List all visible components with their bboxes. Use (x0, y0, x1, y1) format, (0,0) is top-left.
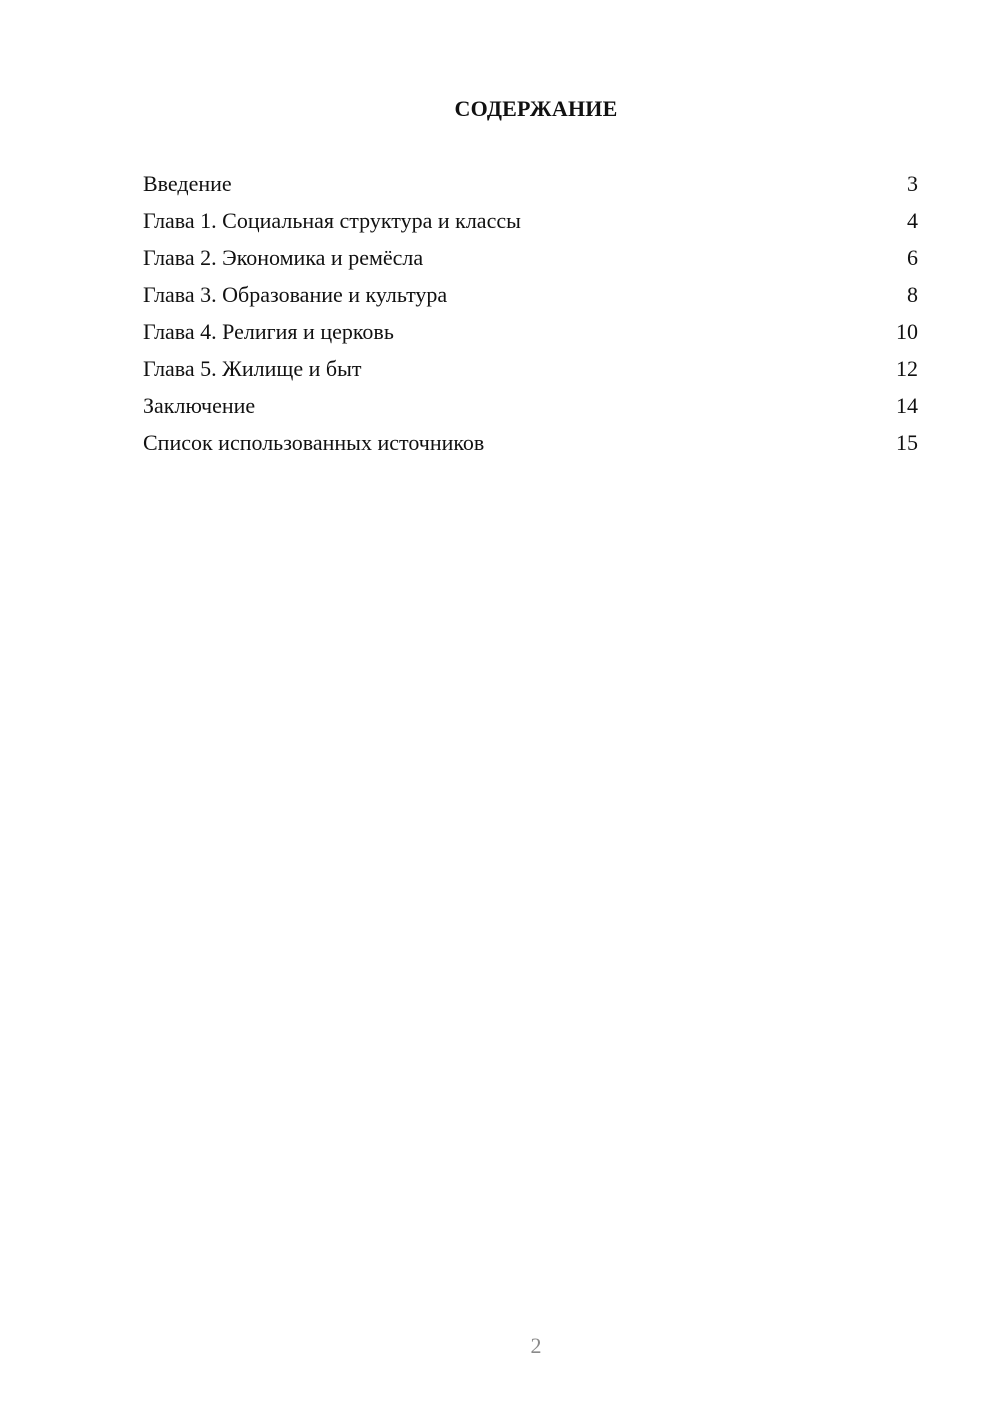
toc-item-chapter-1 (143, 205, 918, 242)
toc-item-label: Глава 3. Образование и культура (143, 282, 448, 307)
toc-item-label: Глава 4. Религия и церковь (143, 319, 394, 344)
toc-item-conclusion (143, 390, 918, 427)
toc-item-page: 14 (896, 393, 918, 418)
toc-title: СОДЕРЖАНИЕ (454, 96, 618, 121)
toc-item-page: 6 (907, 245, 918, 270)
toc-item-introduction (143, 168, 918, 205)
toc-item-label: Глава 1. Социальная структура и классы (143, 208, 521, 233)
toc-item-chapter-4 (143, 316, 918, 353)
toc-item-label: Заключение (143, 393, 256, 418)
toc-item-label: Глава 2. Экономика и ремёсла (143, 245, 424, 270)
toc-item-label: Введение (143, 171, 232, 196)
toc-item-page: 15 (896, 430, 918, 455)
page-number: 2 (530, 1333, 542, 1358)
toc-item-page: 4 (907, 208, 918, 233)
toc-item-label: Список использованных источников (143, 430, 485, 455)
toc-item-chapter-5 (143, 353, 918, 390)
toc-item-references (143, 427, 918, 464)
toc-item-page: 3 (907, 171, 918, 196)
toc-item-chapter-3 (143, 279, 918, 316)
toc-item-page: 12 (896, 356, 918, 381)
toc-list (143, 168, 918, 464)
toc-item-page: 10 (896, 319, 918, 344)
toc-item-label: Глава 5. Жилище и быт (143, 356, 362, 381)
toc-item-page: 8 (907, 282, 918, 307)
toc-item-chapter-2 (143, 242, 918, 279)
